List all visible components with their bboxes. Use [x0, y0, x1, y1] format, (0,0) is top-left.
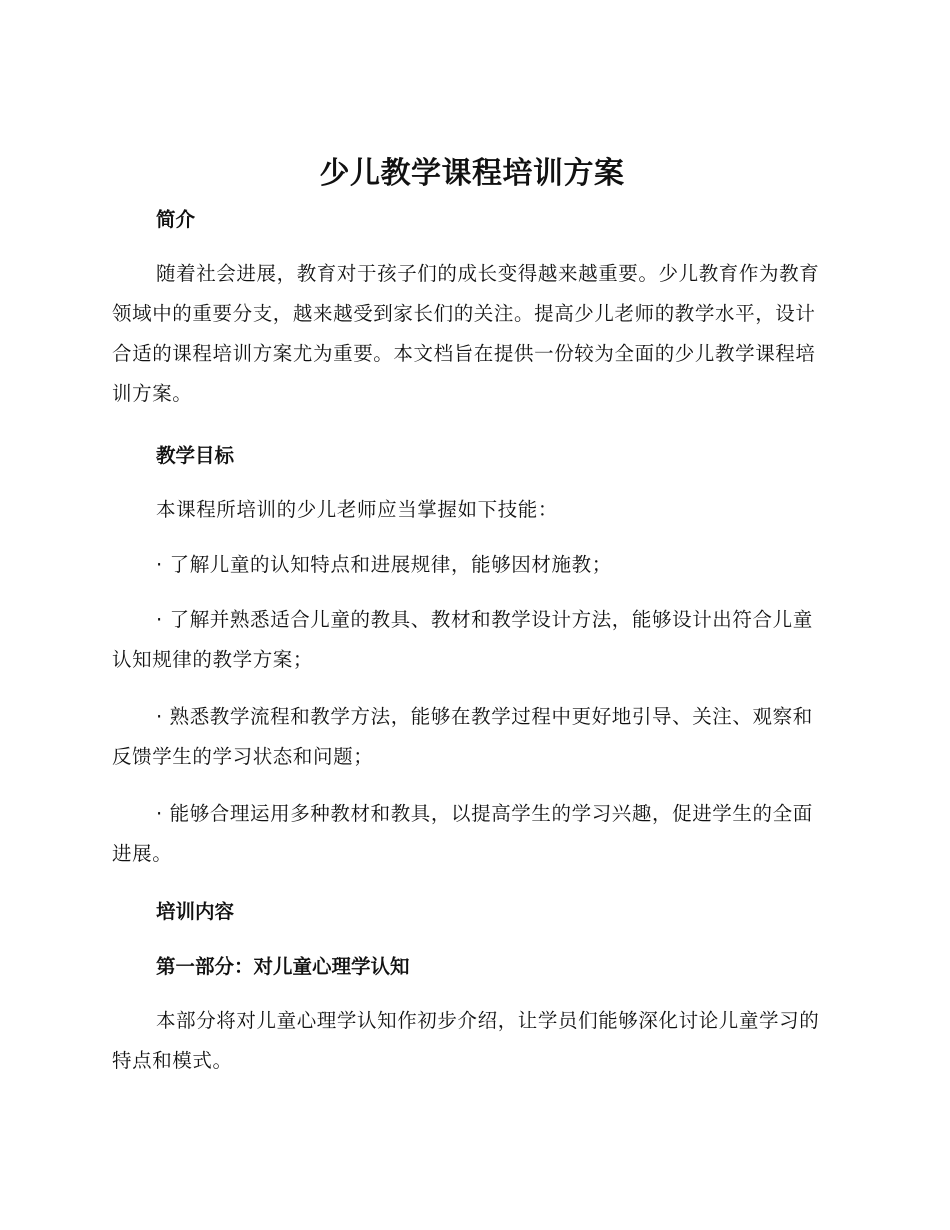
section-heading-content: 培训内容: [156, 900, 235, 923]
goals-lead-paragraph: 本课程所培训的少儿老师应当掌握如下技能：: [156, 498, 559, 521]
goal-item: · 了解并熟悉适合儿童的教具、教材和教学设计方法，能够设计出符合儿童认知规律的教学方案；: [112, 608, 813, 671]
section-heading-intro: 简介: [156, 208, 196, 231]
goal-item: · 能够合理运用多种教材和教具，以提高学生的学习兴趣，促进学生的全面进展。: [112, 802, 813, 865]
part1-paragraph: 本部分将对儿童心理学认知作初步介绍，让学员们能够深化讨论儿童学习的特点和模式。: [112, 1009, 820, 1072]
section-heading-goals: 教学目标: [156, 444, 235, 467]
subsection-heading-part1: 第一部分：对儿童心理学认知: [156, 955, 410, 978]
document-title: 少儿教学课程培训方案: [319, 156, 625, 191]
goal-item: · 了解儿童的认知特点和进展规律，能够因材施教；: [156, 553, 612, 576]
intro-paragraph: 随着社会进展，教育对于孩子们的成长变得越来越重要。少儿教育作为教育领域中的重要分支，越来越受到家长们的关注。提高少儿老师的教学水平，设计合适的课程培训方案尤为重要。本文档旨在提供一份较为全面的少儿教学课程培训方案。: [112, 262, 820, 405]
goal-item: · 熟悉教学流程和教学方法，能够在教学过程中更好地引导、关注、观察和反馈学生的学习状态和问题；: [112, 705, 813, 768]
